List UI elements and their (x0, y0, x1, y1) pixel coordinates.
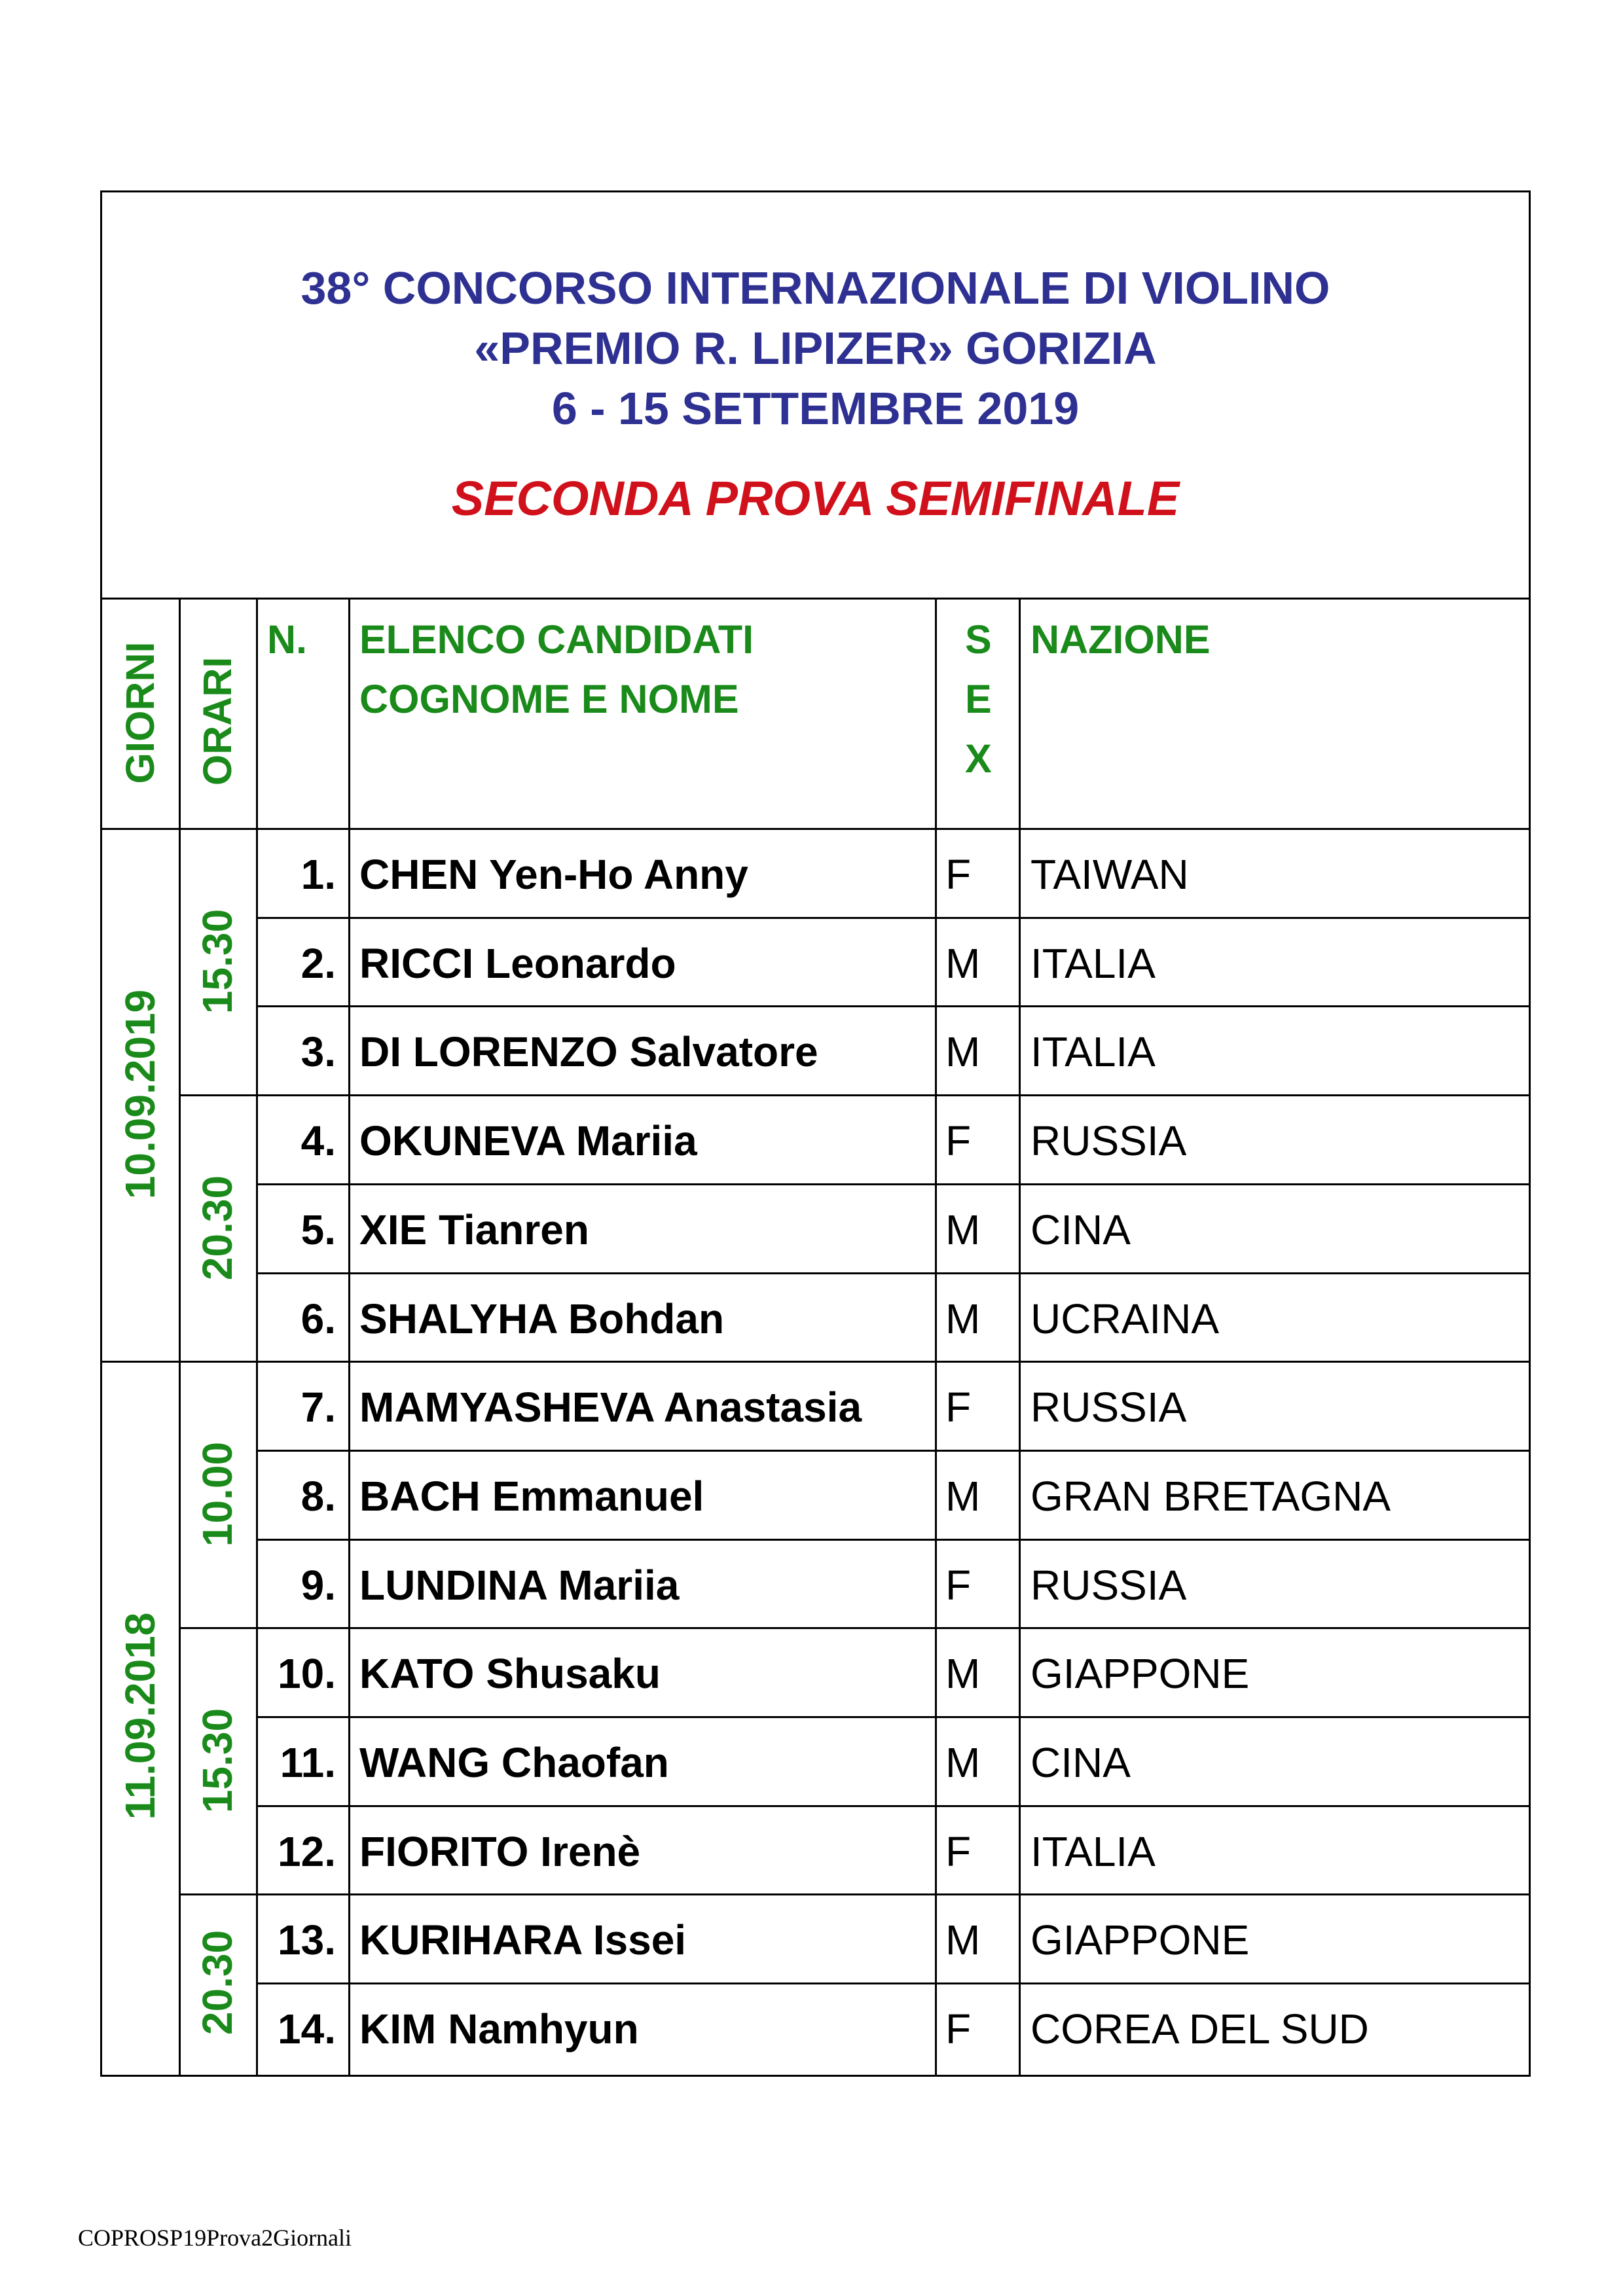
candidate-nation: GRAN BRETAGNA (1030, 1472, 1391, 1520)
candidate-name: KATO Shusaku (359, 1650, 661, 1698)
schedule-table (100, 190, 1531, 2077)
row-number: 11. (280, 1739, 336, 1786)
candidate-nation: ITALIA (1030, 1028, 1156, 1076)
row-number: 8. (301, 1472, 336, 1520)
candidate-nation: UCRAINA (1030, 1295, 1220, 1342)
candidate-name: WANG Chaofan (359, 1739, 669, 1786)
row-number: 3. (301, 1028, 336, 1076)
day-label: 10.09.2019 (117, 989, 164, 1200)
candidate-nation: CINA (1030, 1206, 1131, 1253)
candidate-sex: F (945, 851, 972, 898)
column-header-giorni: GIORNI (118, 641, 162, 784)
table-header (102, 192, 1529, 600)
time-label: 10.00 (194, 1441, 241, 1547)
row-number: 9. (301, 1561, 336, 1609)
candidate-sex: F (945, 1561, 972, 1609)
column-header-elenco: ELENCO CANDIDATI (359, 617, 754, 662)
column-divider (935, 598, 937, 2075)
candidate-sex: M (945, 1206, 981, 1253)
column-header-sex-e: E (965, 677, 992, 721)
time-label: 20.30 (194, 1175, 241, 1280)
day-label: 11.09.2018 (117, 1612, 164, 1820)
candidate-sex: M (945, 1739, 981, 1786)
candidate-sex: M (945, 1472, 981, 1520)
row-number: 5. (301, 1206, 336, 1253)
row-number: 2. (301, 939, 336, 987)
candidate-sex: F (945, 1384, 972, 1431)
row-number: 4. (301, 1117, 336, 1165)
candidate-sex: F (945, 1117, 972, 1165)
row-number: 14. (278, 2005, 336, 2053)
column-divider (1019, 598, 1021, 2075)
row-number: 10. (278, 1650, 336, 1698)
row-number: 12. (278, 1827, 336, 1875)
candidate-name: RICCI Leonardo (359, 939, 676, 987)
column-header-sex-x: X (965, 736, 992, 781)
column-divider (348, 598, 350, 2075)
candidate-sex: M (945, 1295, 981, 1342)
candidate-name: MAMYASHEVA Anastasia (359, 1384, 862, 1431)
candidate-nation: COREA DEL SUD (1030, 2005, 1369, 2053)
file-footer: COPROSP19Prova2Giornali (78, 2225, 352, 2251)
candidate-sex: F (945, 2005, 972, 2053)
candidate-nation: ITALIA (1030, 939, 1156, 987)
column-header-orari: ORARI (195, 656, 240, 786)
row-number: 6. (301, 1295, 336, 1342)
candidate-nation: RUSSIA (1030, 1117, 1187, 1165)
column-header-sex-s: S (965, 617, 992, 662)
candidate-name: KURIHARA Issei (359, 1916, 687, 1964)
candidate-name: BACH Emmanuel (359, 1472, 704, 1520)
competition-dates: 6 - 15 SETTEMBRE 2019 (551, 383, 1080, 434)
column-header-cognome-nome: COGNOME E NOME (359, 677, 739, 721)
time-label: 20.30 (194, 1930, 241, 2036)
candidate-name: DI LORENZO Salvatore (359, 1028, 818, 1076)
candidate-nation: TAIWAN (1030, 851, 1189, 898)
candidate-name: SHALYHA Bohdan (359, 1295, 725, 1342)
candidate-name: XIE Tianren (359, 1206, 589, 1253)
row-number: 7. (301, 1384, 336, 1431)
column-header-nazione: NAZIONE (1030, 617, 1211, 662)
column-header-n: N. (267, 617, 307, 662)
competition-title: 38° CONCORSO INTERNAZIONALE DI VIOLINO (301, 262, 1330, 314)
candidate-nation: CINA (1030, 1739, 1131, 1786)
candidate-nation: RUSSIA (1030, 1384, 1187, 1431)
candidate-name: LUNDINA Mariia (359, 1561, 680, 1609)
time-label: 15.30 (194, 908, 241, 1014)
candidate-sex: M (945, 1916, 981, 1964)
row-number: 1. (301, 851, 336, 898)
column-divider (179, 598, 181, 2075)
candidate-sex: M (945, 1028, 981, 1076)
candidate-name: OKUNEVA Mariia (359, 1117, 697, 1165)
candidate-nation: RUSSIA (1030, 1561, 1187, 1609)
candidate-nation: GIAPPONE (1030, 1650, 1250, 1698)
candidate-sex: M (945, 1650, 981, 1698)
round-title: SECONDA PROVA SEMIFINALE (451, 471, 1180, 526)
candidate-sex: F (945, 1827, 972, 1875)
candidate-name: FIORITO Irenè (359, 1827, 641, 1875)
candidate-nation: ITALIA (1030, 1827, 1156, 1875)
candidate-sex: M (945, 939, 981, 987)
row-number: 13. (278, 1916, 336, 1964)
candidate-nation: GIAPPONE (1030, 1916, 1250, 1964)
candidate-name: KIM Namhyun (359, 2005, 639, 2053)
prize-title: «PREMIO R. LIPIZER» GORIZIA (474, 323, 1157, 374)
time-label: 15.30 (194, 1708, 241, 1813)
candidate-name: CHEN Yen-Ho Anny (359, 851, 748, 898)
